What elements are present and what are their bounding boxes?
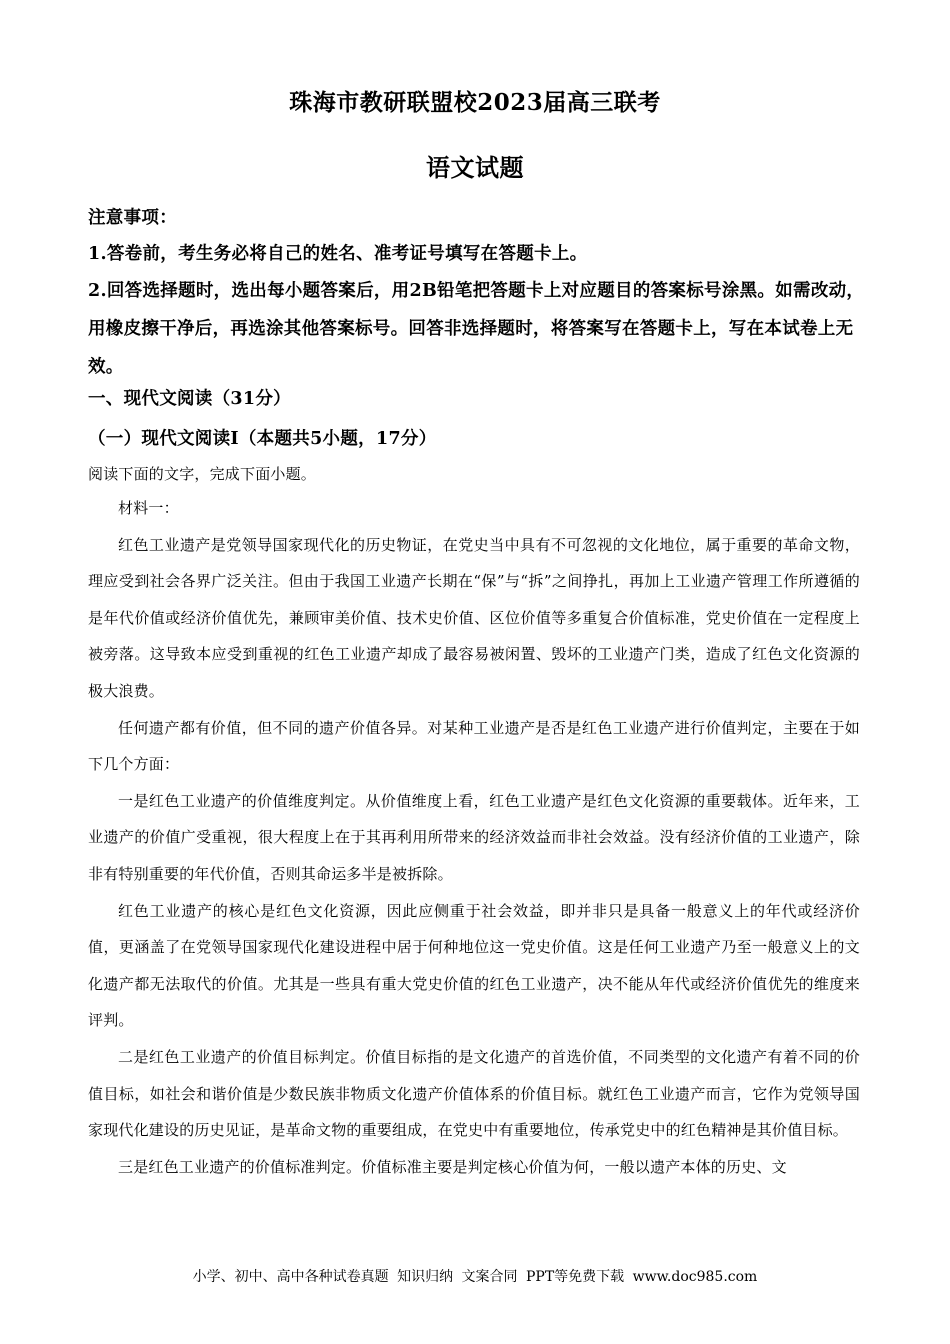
material-paragraph: 红色工业遗产的核心是红色文化资源，因此应侧重于社会效益，即并非只是具备一般意义上的年代或经济价值，更涵盖了在党领导国家现代化建设进程中居于何种地位这一党史价值。这是任何工业遗产乃至一般意义上的文化遗产都无法取代的价值。尤其是一些具有重大党史价值的红色工业遗产，决不能从年代或经济价值优先的维度来评判。 bbox=[88, 901, 860, 1030]
exam-subject: 语文试题 bbox=[426, 153, 524, 182]
section-subtitle: （一）现代文阅读Ⅰ（本题共5小题，17分） bbox=[88, 429, 437, 449]
section-title: 一、现代文阅读（31分） bbox=[88, 389, 291, 409]
material-body bbox=[88, 490, 860, 1185]
material-paragraph: 一是红色工业遗产的价值维度判定。从价值维度上看，红色工业遗产是红色文化资源的重要载体。近年来，工业遗产的价值广受重视，很大程度上在于其再利用所带来的经济效益而非社会效益。没有经济价值的工业遗产，除非有特别重要的年代价值，否则其命运多半是被拆除。 bbox=[88, 791, 860, 883]
notice-item-2: 2.回答选择题时，选出每小题答案后，用2B铅笔把答题卡上对应题目的答案标号涂黑。如需改动，用橡皮擦干净后，再选涂其他答案标号。回答非选择题时，将答案写在答题卡上，写在本试卷上无效。 bbox=[88, 281, 865, 377]
exam-title: 珠海市教研联盟校2023届高三联考 bbox=[289, 89, 661, 116]
notice-heading: 注意事项： bbox=[88, 208, 177, 228]
notice-item-1: 1.答卷前，考生务必将自己的姓名、准考证号填写在答题卡上。 bbox=[88, 244, 588, 264]
material-paragraph: 任何遗产都有价值，但不同的遗产价值各异。对某种工业遗产是否是红色工业遗产进行价值判定，主要在于如下几个方面： bbox=[88, 718, 860, 774]
material-paragraph: 三是红色工业遗产的价值标准判定。价值标准主要是判定核心价值为何，一般以遗产本体的历史、文 bbox=[118, 1157, 787, 1176]
material-paragraph: 二是红色工业遗产的价值目标判定。价值目标指的是文化遗产的首选价值，不同类型的文化遗产有着不同的价值目标，如社会和谐价值是少数民族非物质文化遗产价值体系的价值目标。就红色工业遗产而言，它作为党领导国家现代化建设的历史见证，是革命文物的重要组成，在党史中有重要地位，传承党史中的红色精神是其价值目标。 bbox=[88, 1047, 860, 1140]
material-label: 材料一： bbox=[118, 499, 179, 517]
reading-instruction: 阅读下面的文字，完成下面小题。 bbox=[88, 465, 317, 483]
material-paragraph: 红色工业遗产是党领导国家现代化的历史物证，在党史当中具有不可忽视的文化地位，属于重要的革命文物，理应受到社会各界广泛关注。但由于我国工业遗产长期在“保”与“拆”之间挣扎，再加上工业遗产管理工作所遵循的是年代价值或经济价值优先，兼顾审美价值、技术史价值、区位价值等多重复合价值标准，党史价值在一定程度上被旁落。这导致本应受到重视的红色工业遗产却成了最容易被闲置、毁坏的工业遗产门类，造成了红色文化资源的极大浪费。 bbox=[88, 535, 860, 700]
page-footer: 小学、初中、高中各种试卷真题 知识归纳 文案合同 PPT等免费下载 www.doc985.com bbox=[192, 1269, 758, 1285]
